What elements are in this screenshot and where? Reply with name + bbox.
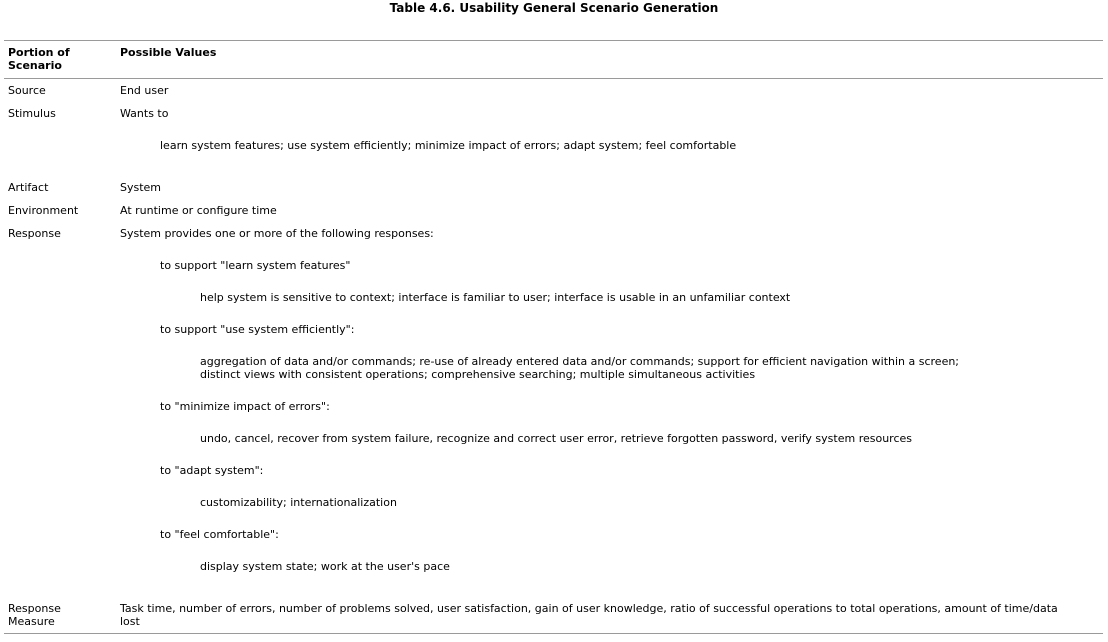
response-item-detail: aggregation of data and/or commands; re-use of already entered data and/or commands; support for efficient navigation within a screen; — [200, 355, 960, 368]
response-item-heading: to "minimize impact of errors": — [160, 400, 330, 413]
response-item-detail: undo, cancel, recover from system failure, recognize and correct user error, retrieve forgotten password, verify system resources — [200, 432, 913, 445]
row-response-measure-label-line1: Response — [8, 602, 61, 615]
row-stimulus-value: Wants to — [120, 107, 169, 120]
response-item-detail: customizability; internationalization — [200, 496, 397, 509]
row-stimulus-label: Stimulus — [8, 107, 56, 120]
row-response-measure-label-line2: Measure — [8, 615, 55, 628]
response-item-detail: display system state; work at the user's pace — [200, 560, 450, 573]
row-response-value: System provides one or more of the following responses: — [120, 227, 434, 240]
row-source-label: Source — [8, 84, 46, 97]
row-artifact-value: System — [120, 181, 162, 194]
response-item-detail: distinct views with consistent operations; comprehensive searching; multiple simultaneous activities — [200, 368, 756, 381]
table-top-rule — [4, 40, 1103, 41]
response-item-heading: to support "learn system features" — [160, 259, 351, 272]
table-title: Table 4.6. Usability General Scenario Generation — [389, 1, 719, 15]
response-item-heading: to support "use system efficiently": — [160, 323, 355, 336]
header-bottom-rule — [4, 78, 1103, 79]
row-response-measure-value-line1: Task time, number of errors, number of problems solved, user satisfaction, gain of user knowledge, ratio of successful operations to total operations, amount of time/data — [120, 602, 1058, 615]
row-source-value: End user — [120, 84, 169, 97]
table-bottom-rule — [4, 633, 1103, 634]
row-response-measure-value-line2: lost — [120, 615, 140, 628]
row-environment-label: Environment — [8, 204, 79, 217]
row-environment-value: At runtime or configure time — [120, 204, 277, 217]
header-portion-line2: Scenario — [8, 59, 62, 72]
response-item-detail: help system is sensitive to context; interface is familiar to user; interface is usable in an unfamiliar context — [200, 291, 791, 304]
row-artifact-label: Artifact — [8, 181, 49, 194]
row-response-label: Response — [8, 227, 61, 240]
header-portion-line1: Portion of — [8, 46, 70, 59]
header-possible-values: Possible Values — [120, 46, 217, 59]
response-item-heading: to "feel comfortable": — [160, 528, 279, 541]
response-item-heading: to "adapt system": — [160, 464, 264, 477]
row-stimulus-detail: learn system features; use system efficiently; minimize impact of errors; adapt system; feel comfortable — [160, 139, 737, 152]
